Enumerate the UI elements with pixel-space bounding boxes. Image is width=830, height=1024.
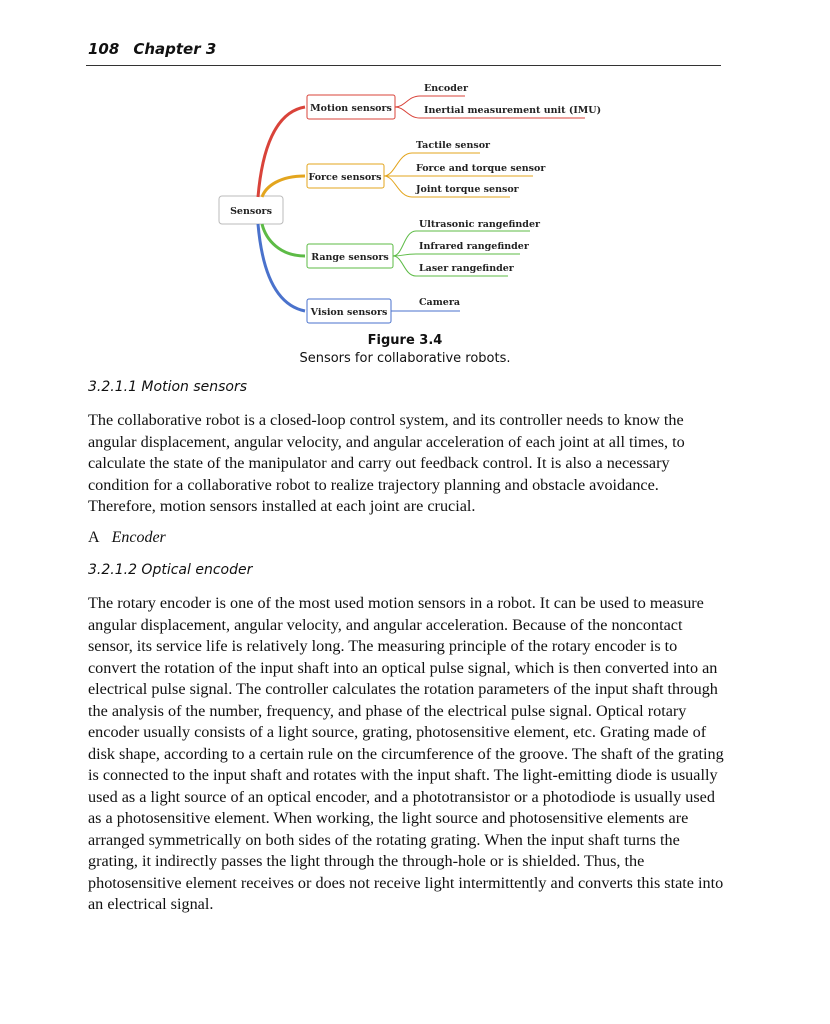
section-heading-motion-sensors: 3.2.1.1 Motion sensors: [88, 379, 248, 395]
chapter-label: Chapter 3: [133, 40, 217, 58]
leaf-ultrasonic: Ultrasonic rangefinder: [419, 219, 540, 230]
paragraph-optical-encoder: The rotary encoder is one of the most used motion sensors in a robot. It can be used to measure angular displacement, angular velocity, and angular acceleration. Because of the noncontact sensor, its service life is relatively long. The measuring principle of the rotary encoder is to convert the rotation of the input shaft into an optical pulse signal, which is then converted into an electrical pulse signal. The controller calculates the rotation parameters of the input shaft through the analysis of the number, frequency, and phase of the electrical pulse signal. Optical rotary encoder usually consists of a light source, grating, photosensitive element, etc. Grating made of disk shape, according to a certain rule on the circumference of the groove. The shaft of the grating is connected to the input shaft and rotates with the input shaft. The light-emitting diode is usually used as a light source of an optical encoder, and a phototransistor or a photodiode is usually used as a photosensitive element. When working, the light source and photosensitive elements are arranged symmetrically on both sides of the rotating grating. When the input shaft turns the grating, it indirectly passes the light through the through-hole or is shielded. Thus, the photosensitive element receives or does not receive light intermittently and converts this state into an electrical signal.: [88, 594, 724, 913]
node-range-sensors-label: Range sensors: [311, 252, 389, 263]
mindmap-svg: [0, 0, 830, 340]
paragraph-motion-sensors: The collaborative robot is a closed-loop control system, and its controller needs to know the angular displacement, angular velocity, and angular acceleration of each joint at all times, to calculate the state of the manipulator and carry out feedback control. It is also a necessary condition for a collaborative robot to realize trajectory planning and obstacle avoidance. Therefore, motion sensors installed at each joint are crucial.: [88, 411, 685, 515]
subsection-heading-encoder: [88, 529, 166, 547]
leaf-camera: Camera: [419, 297, 460, 308]
node-vision-sensors-label: Vision sensors: [310, 307, 388, 318]
leaf-infrared: Infrared rangefinder: [419, 241, 529, 252]
node-force-sensors-label: Force sensors: [308, 172, 382, 183]
branch-force: [262, 176, 305, 197]
node-motion-sensors-label: Motion sensors: [310, 103, 392, 114]
root-node-label: Sensors: [230, 206, 272, 217]
leaf-joint-torque: Joint torque sensor: [416, 184, 519, 195]
branch-range: [262, 224, 305, 256]
leaf-line-infrared: [393, 254, 520, 256]
figure-number: Figure 3.4: [367, 333, 443, 348]
leaf-force-torque: Force and torque sensor: [416, 163, 546, 174]
subsection-title: Encoder: [111, 529, 166, 546]
figure-caption: Sensors for collaborative robots.: [299, 351, 511, 366]
page-number: 108: [88, 40, 120, 58]
leaf-encoder: Encoder: [424, 83, 468, 94]
leaf-laser: Laser rangefinder: [419, 263, 514, 274]
sensor-mindmap-figure: [0, 0, 830, 340]
branch-motion: [258, 107, 305, 197]
section-heading-optical-encoder: 3.2.1.2 Optical encoder: [88, 562, 253, 578]
leaf-imu: Inertial measurement unit (IMU): [424, 105, 602, 116]
branch-vision: [258, 224, 305, 311]
subsection-letter: A: [88, 529, 100, 546]
leaf-tactile: Tactile sensor: [416, 140, 491, 151]
